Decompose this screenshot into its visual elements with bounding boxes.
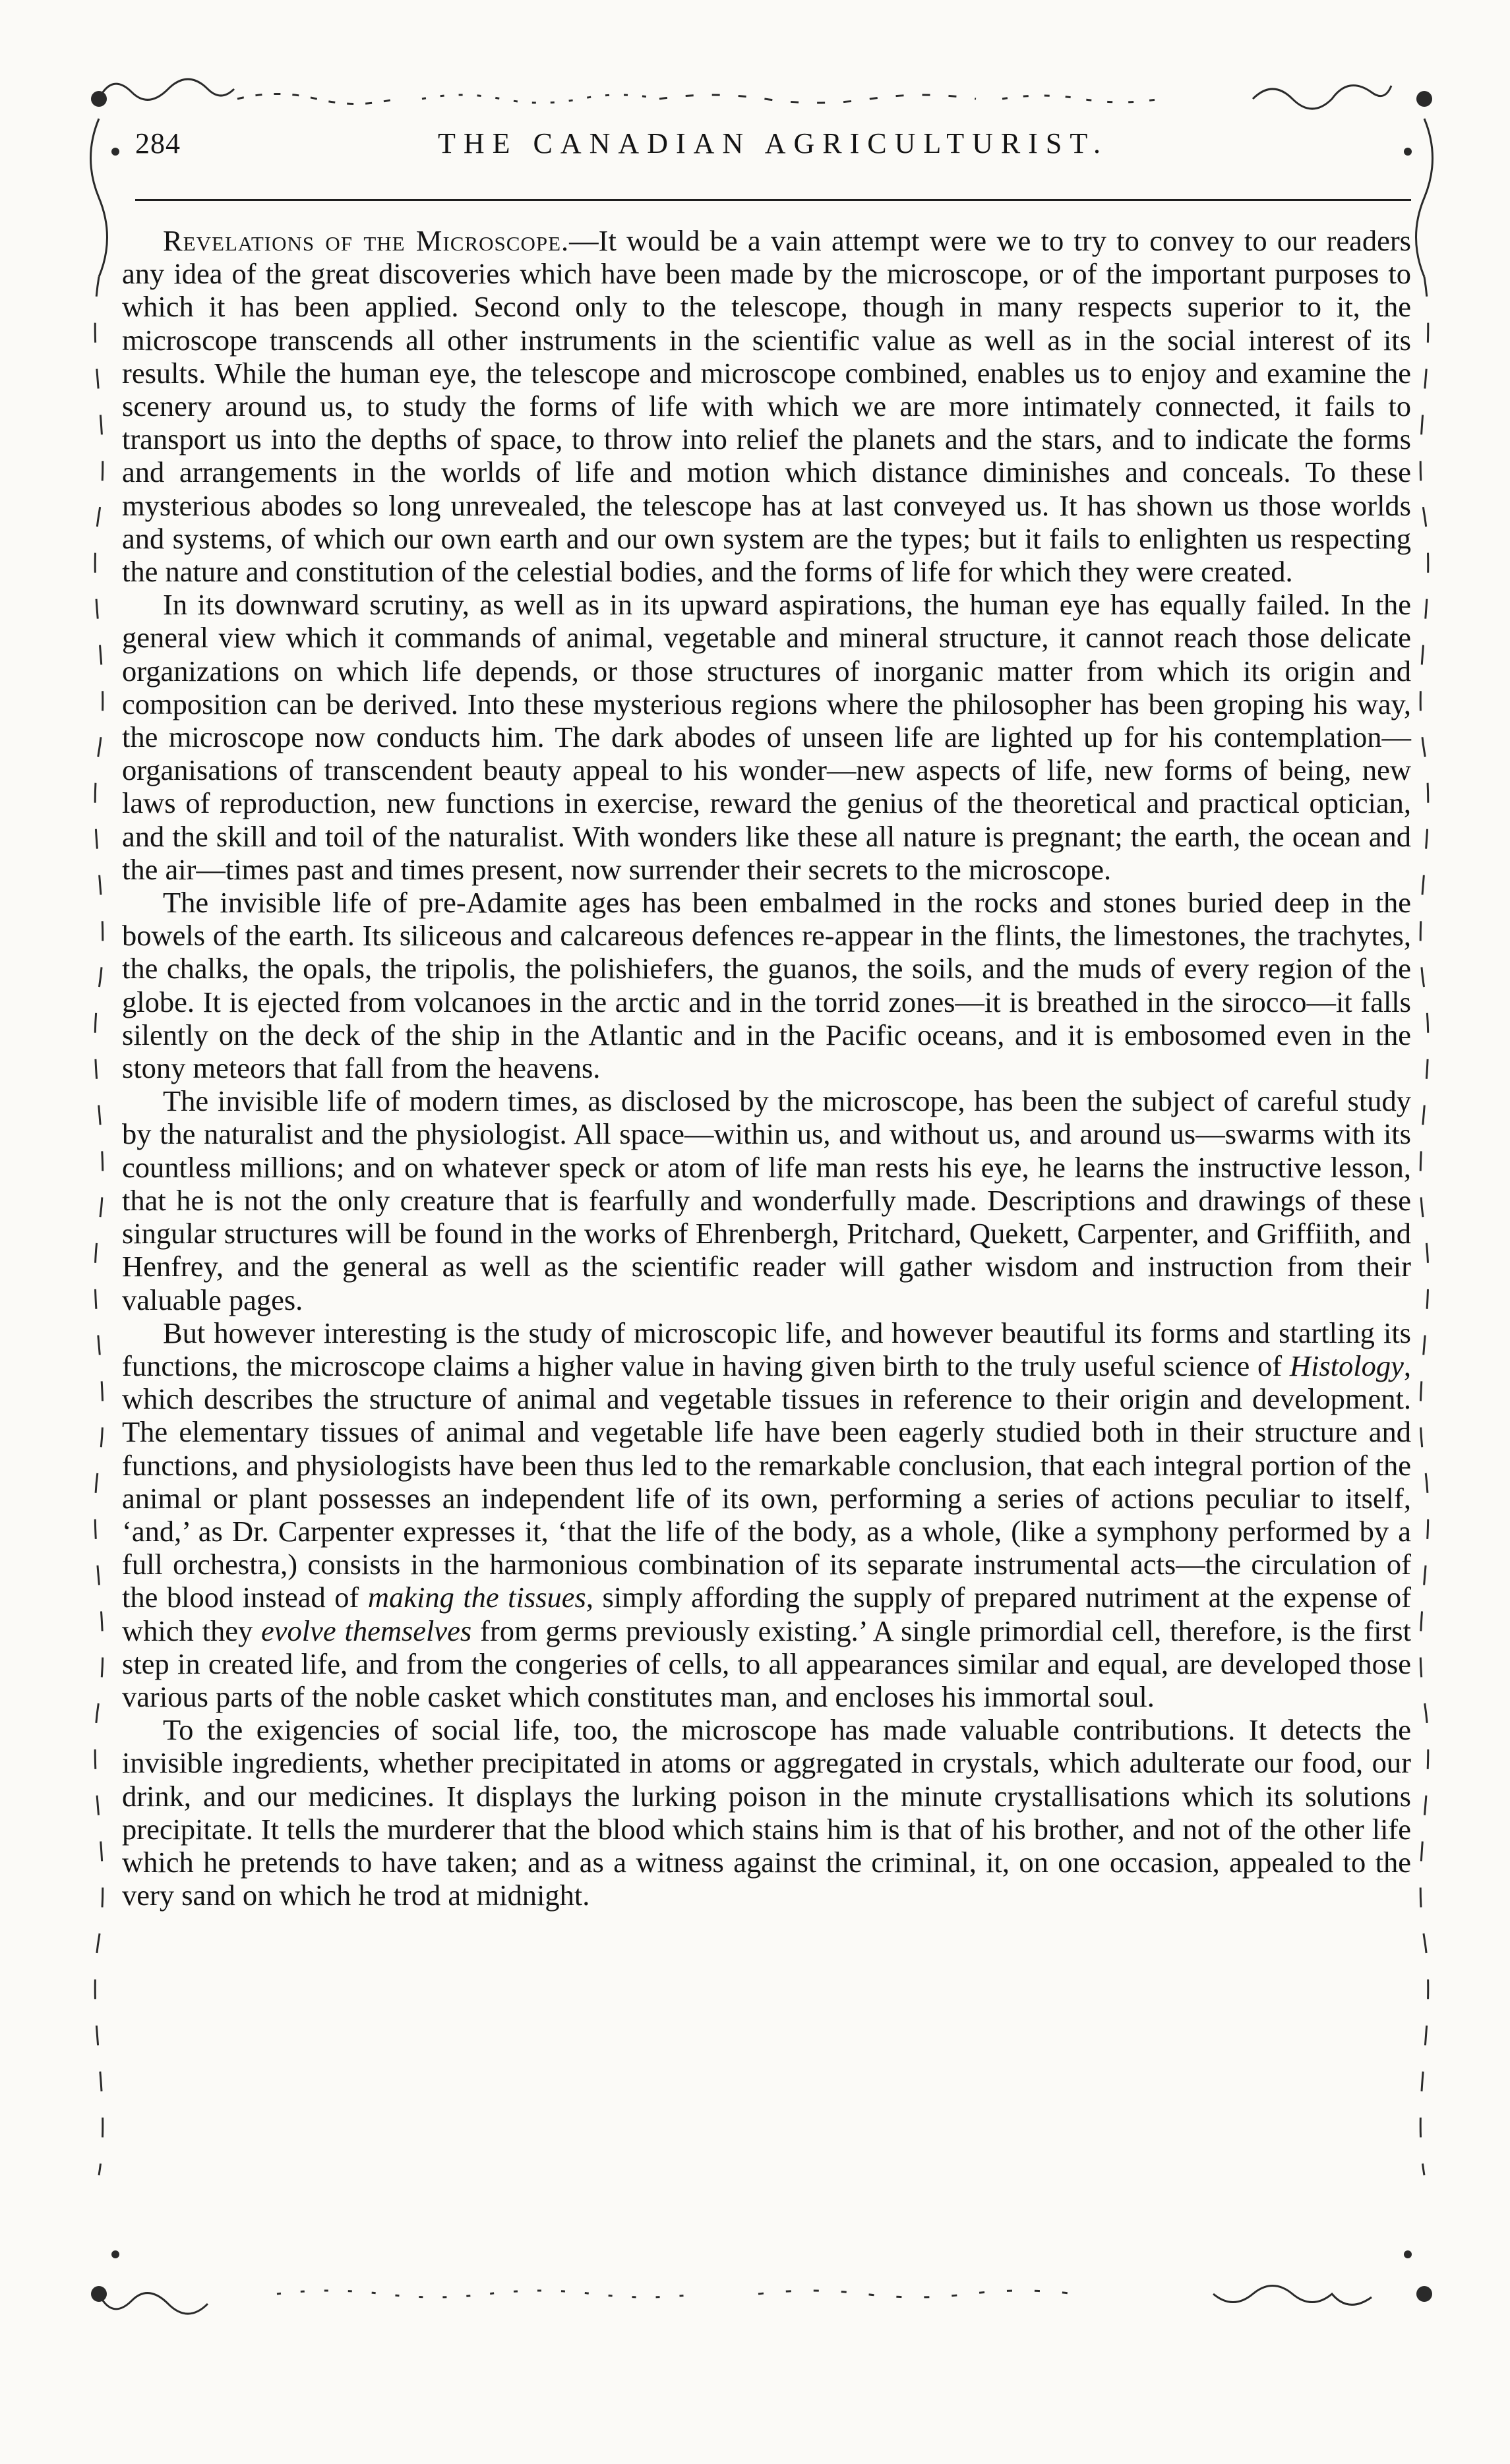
italic-phrase: evolve themselves bbox=[261, 1614, 472, 1647]
paragraph: Revelations of the Microscope.—It would be a vain attempt were we to try to convey to our readers any idea of the great discoveries which have been made by the microscope, or of the important purposes to which it has been applied. Second only to the telescope, though in many respects superior to it, the microscope transcends all other instruments in the scientific value as well as in the social interest of its results. While the human eye, the telescope and microscope combined, enables us to enjoy and examine the scenery around us, to study the forms of life with which we are more intimately connected, it fails to transport us into the depths of space, to throw into relief the planets and the stars, and to indicate the forms and arrangements in the worlds of life and motion which distance diminishes and conceals. To these mysterious abodes so long unrevealed, the telescope has at last conveyed us. It has shown us those worlds and systems, of which our own earth and our own system are the types; but it fails to enlighten us respecting the nature and constitution of the celestial bodies, and the forms of life for which they were created. bbox=[122, 224, 1412, 589]
page-number: 284 bbox=[135, 127, 181, 160]
italic-term: Histology bbox=[1289, 1349, 1404, 1382]
running-title: THE CANADIAN AGRICULTURIST. bbox=[438, 127, 1108, 160]
paragraph: But however interesting is the study of microscopic life, and however beautiful its forms and startling its functions, the microscope claims a higher value in having given birth to the truly useful science of Histology, which describes the structure of animal and vegetable tissues in reference to their origin and development. The elementary tissues of animal and vegetable life have been eagerly studied both in their structure and functions, and physiologists have been thus led to the remarkable conclusion, that each integral portion of the animal or plant possesses an independent life of its own, performing a series of actions peculiar to itself, ‘and,’ as Dr. Carpenter expresses it, ‘that the life of the body, as a whole, (like a symphony performed by a full orchestra,) consists in the harmonious combination of its separate instrumental acts—the circulation of the blood instead of making the tissues, simply affording the supply of prepared nutriment at the expense of which they evolve themselves from germs previously existing.’ A single primordial cell, therefore, is the first step in created life, and from the congeries of cells, to all appearances similar and equal, are developed those various parts of the noble casket which constitutes man, and encloses his immortal soul. bbox=[122, 1316, 1411, 1713]
top-left-flourish bbox=[99, 79, 234, 100]
article bbox=[122, 224, 1411, 2320]
running-head bbox=[135, 127, 1411, 179]
paragraph: The invisible life of pre-Adamite ages has been embalmed in the rocks and stones buried deep in the bowels of the earth. Its siliceous and calcareous defences re-appear in the flints, the limestones, the trachytes, the chalks, the opals, the tripolis, the polishiefers, the guanos, the soils, and the muds of every region of the globe. It is ejected from volcanoes in the arctic and in the torrid zones—it is breathed in the sirocco—it falls silently on the deck of the ship in the Atlantic and in the Pacific oceans, and it is embosomed even in the stony meteors that fall from the heavens. bbox=[122, 886, 1411, 1085]
header-rule bbox=[135, 199, 1411, 201]
paragraph: The invisible life of modern times, as disclosed by the microscope, has been the subject of careful study by the naturalist and the physiologist. All space—within us, and without us, and around us—swarms with its countless millions; and on whatever speck or atom of life man rests his eye, he learns the instructive lesson, that he is not the only creature that is fearfully and wonderfully made. Descriptions and drawings of these singular structures will be found in the works of Ehrenbergh, Pritchard, Quekett, Carpenter, and Griffiith, and Henfrey, and the general as well as the scientific reader will gather wisdom and instruction from their valuable pages. bbox=[122, 1084, 1411, 1316]
article-lead-title: Revelations of the Microscope. bbox=[163, 224, 570, 257]
italic-phrase: making the tissues bbox=[367, 1581, 586, 1614]
top-right-flourish bbox=[1253, 86, 1391, 109]
paragraph: In its downward scrutiny, as well as in its upward aspirations, the human eye has equally failed. In the general view which it commands of animal, vegetable and mineral structure, it cannot reach those delicate organizations on which life depends, or those structures of inorganic matter from which its origin and composition can be derived. Into these mysterious regions where the philosopher has been groping his way, the microscope now conducts him. The dark abodes of unseen life are lighted up for his contemplation—organisations of transcendent beauty appeal to his wonder—new aspects of life, new forms of being, new laws of reproduction, new functions in exercise, reward the genius of the theoretical and practical optician, and the skill and toil of the naturalist. With wonders like these all nature is pregnant; the earth, the ocean and the air—times past and times present, now surrender their secrets to the microscope. bbox=[122, 588, 1411, 886]
paragraph: To the exigencies of social life, too, the microscope has made valuable contributions. It detects the invisible ingredients, whether precipitated in atoms or aggregated in crystals, which adulterate our food, our drink, and our medicines. It displays the lurking poison in the minute crystallisations which its solutions precipitate. It tells the murderer that the blood which stains him is that of his brother, and not of the other life which he pretends to have taken; and as a witness against the criminal, it, on one occasion, appealed to the very sand on which he trod at midnight. bbox=[122, 1713, 1411, 1912]
